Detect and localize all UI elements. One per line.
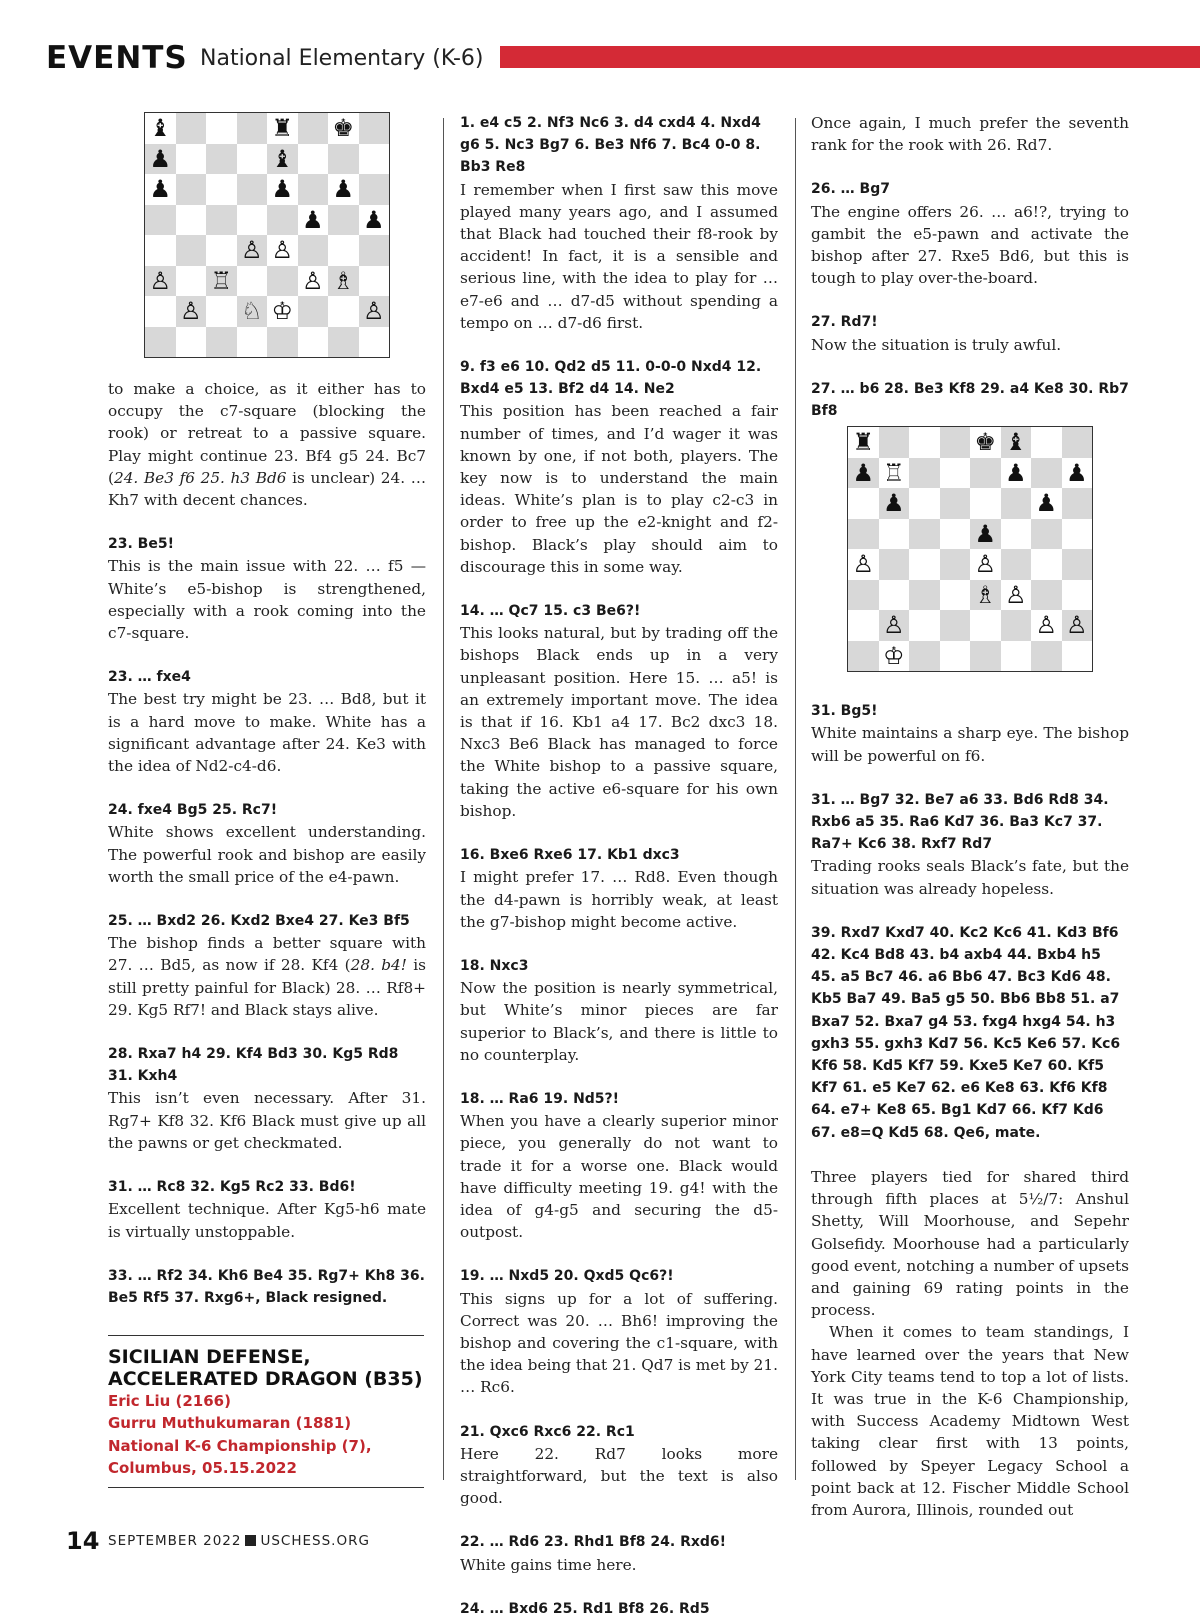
chess-piece-square: ♟ [145, 174, 176, 205]
chess-square [237, 174, 268, 205]
chess-piece-square: ♟ [267, 174, 298, 205]
chess-square [145, 296, 176, 327]
paragraph: I might prefer 17. … Rd8. Even though the d4-pawn is horribly weak, at least the g7-bishop might become active. [460, 868, 778, 931]
chess-piece-square: ♙ [237, 235, 268, 266]
chess-square [145, 205, 176, 236]
chess-square [267, 266, 298, 297]
column-3 [811, 112, 1129, 1521]
chess-piece-square: ♖ [879, 458, 910, 489]
paragraph: The best try might be 23. … Bd8, but it is a hard move to make. White has a significant advantage after 24. Ke3 with the idea of Nd2-c4-d6. [108, 690, 426, 776]
move-text: 18. … Ra6 19. Nd5?! [460, 1090, 620, 1107]
chess-piece-square: ♙ [1062, 610, 1093, 641]
chess-square [909, 610, 940, 641]
chess-square [298, 113, 329, 144]
move-text: 31. … Bg7 32. Be7 a6 33. Bd6 Rd8 34. Rxb6 a5 35. Ra6 Kd7 36. Ba3 Kc7 37. Ra7+ Kc6 38. Rxf7 Rd7 [811, 791, 1109, 853]
move-text: 25. … Bxd2 26. Kxd2 Bxe4 27. Ke3 Bf5 [108, 913, 410, 930]
chess-square [940, 427, 971, 458]
chess-square [1001, 549, 1032, 580]
move-text: 23. Be5! [108, 536, 174, 553]
game-title: SICILIAN DEFENSE, ACCELERATED DRAGON (B35) [108, 1346, 423, 1391]
chess-square [237, 113, 268, 144]
chess-square [1062, 549, 1093, 580]
chess-square [1031, 641, 1062, 672]
chess-piece-square: ♙ [879, 610, 910, 641]
chess-square [359, 266, 390, 297]
move-text: 19. … Nxd5 20. Qxd5 Qc6?! [460, 1268, 674, 1285]
chess-square [206, 205, 237, 236]
move-text: 22. … Rd6 23. Rhd1 Bf8 24. Rxd6! [460, 1534, 727, 1551]
paragraph: White gains time here. [460, 1555, 637, 1574]
move-text: 31. Bg5! [811, 703, 878, 720]
chess-square [940, 488, 971, 519]
game-header-box [108, 1335, 424, 1488]
paragraph: Here 22. Rd7 looks more straightforward, but the text is also good. [460, 1444, 778, 1508]
chess-piece-square: ♚ [970, 427, 1001, 458]
header-red-bar [500, 46, 1200, 68]
chess-square [206, 144, 237, 175]
chess-piece-square: ♟ [1001, 458, 1032, 489]
chess-square [176, 235, 207, 266]
paragraph: Three players tied for shared third through fifth places at 5½/7: Anshul Shetty, Will Moorhouse, and Sepehr Golsefidy. Moorhouse had a particularly good event, notching a number of upsets and gaining 69 rating points in the process. [811, 1167, 1129, 1320]
chess-piece-square: ♗ [328, 266, 359, 297]
chess-square [237, 266, 268, 297]
chess-square [328, 296, 359, 327]
paragraph: This is the main issue with 22. … f5 — White’s e5-bishop is strengthened, especially with a rook coming into the c7-square. [108, 557, 426, 643]
move-text: 24. … Bxd6 25. Rd1 Bf8 26. Rd5 [460, 1600, 710, 1617]
chess-diagram-2 [847, 426, 1093, 672]
chess-square [1062, 427, 1093, 458]
chess-piece-square: ♚ [328, 113, 359, 144]
move-text: 26. … Bg7 [811, 181, 890, 198]
chess-square [940, 549, 971, 580]
chess-square [970, 610, 1001, 641]
chess-square [940, 580, 971, 611]
chess-square [298, 327, 329, 358]
chess-square [176, 144, 207, 175]
chess-square [1031, 458, 1062, 489]
chess-square [909, 519, 940, 550]
chess-square [359, 113, 390, 144]
chess-square [1001, 519, 1032, 550]
chess-piece-square: ♟ [970, 519, 1001, 550]
chess-square [176, 174, 207, 205]
paragraph: This isn’t even necessary. After 31. Rg7+ Kf8 32. Kf6 Black must give up all the pawns or get checkmated. [108, 1089, 426, 1152]
chess-square [970, 488, 1001, 519]
chess-piece-square: ♟ [298, 205, 329, 236]
chess-piece-square: ♝ [267, 144, 298, 175]
chess-piece-square: ♔ [879, 641, 910, 672]
move-text: 16. Bxe6 Rxe6 17. Kb1 dxc3 [460, 847, 680, 864]
chess-square [176, 113, 207, 144]
paragraph: This position has been reached a fair number of times, and I’d wager it was known by one, if not both, players. The key now is to understand the main ideas. White’s plan is to play c2-c3 in order to free up the e2-knight and f2-bishop. Black’s play should aim to discourage this in some way. [460, 402, 778, 576]
chess-square [237, 144, 268, 175]
chess-square [940, 641, 971, 672]
square-bullet-icon [245, 1535, 256, 1546]
chess-piece-square: ♙ [1001, 580, 1032, 611]
white-player: Eric Liu (2166) [108, 1392, 231, 1411]
chess-piece-square: ♜ [267, 113, 298, 144]
event-place-date: Columbus, 05.15.2022 [108, 1458, 297, 1477]
chess-diagram-1 [144, 112, 390, 358]
chess-square [970, 458, 1001, 489]
chess-square [909, 458, 940, 489]
chess-square [848, 488, 879, 519]
chess-square [879, 580, 910, 611]
move-text: 23. … fxe4 [108, 669, 191, 686]
chess-piece-square: ♟ [359, 205, 390, 236]
chess-square [206, 327, 237, 358]
footer-text: SEPTEMBER 2022 USCHESS.ORG [108, 1533, 370, 1549]
chess-square [909, 641, 940, 672]
chess-square [970, 641, 1001, 672]
chess-square [1031, 427, 1062, 458]
chess-piece-square: ♟ [145, 144, 176, 175]
paragraph: When it comes to team standings, I have learned over the years that New York City teams tend to top a lot of lists. It was true in the K-6 Championship, with Success Academy Midtown West taking clear first with 13 points, followed by Speyer Legacy School a point back at 12. Fischer Middle School from Aurora, Illinois, rounded out [811, 1323, 1129, 1519]
chess-square [267, 205, 298, 236]
chess-piece-square: ♙ [970, 549, 1001, 580]
move-text: 27. … b6 28. Be3 Kf8 29. a4 Ke8 30. Rb7 Bf8 [811, 380, 1129, 420]
paragraph: Excellent technique. After Kg5-h6 mate is virtually unstoppable. [108, 1200, 426, 1241]
chess-square [1062, 488, 1093, 519]
chess-piece-square: ♙ [298, 266, 329, 297]
chess-square [328, 205, 359, 236]
chess-square [909, 549, 940, 580]
event-name: National K-6 Championship (7), [108, 1436, 372, 1455]
chess-square [359, 235, 390, 266]
move-text: 18. Nxc3 [460, 957, 529, 974]
chess-square [328, 235, 359, 266]
chess-square [176, 205, 207, 236]
column-2 [460, 112, 778, 1620]
chess-square [1062, 641, 1093, 672]
chess-square [1062, 580, 1093, 611]
chess-piece-square: ♙ [145, 266, 176, 297]
chess-piece-square: ♔ [267, 296, 298, 327]
chess-square [328, 144, 359, 175]
chess-square [879, 427, 910, 458]
chess-square [298, 174, 329, 205]
chess-square [298, 144, 329, 175]
chess-piece-square: ♗ [970, 580, 1001, 611]
column-divider [443, 118, 444, 1480]
black-player: Gurru Muthukumaran (1881) [108, 1414, 352, 1433]
paragraph: When you have a clearly superior minor piece, you generally do not want to trade it for a worse one. Black would have difficulty meeting 19. g4! with the idea of g4-g5 and securing the d5-outpost. [460, 1112, 778, 1242]
chess-piece-square: ♙ [359, 296, 390, 327]
chess-square [206, 296, 237, 327]
chess-square [940, 610, 971, 641]
paragraph: This signs up for a lot of suffering. Correct was 20. … Bh6! improving the bishop and covering the c1-square, with the idea being that 21. Qd7 is met by 21. … Rc6. [460, 1289, 778, 1397]
chess-square [359, 327, 390, 358]
chess-square [359, 174, 390, 205]
chess-square [298, 235, 329, 266]
chess-square [145, 327, 176, 358]
chess-square [848, 519, 879, 550]
chess-piece-square: ♟ [879, 488, 910, 519]
chess-square [145, 235, 176, 266]
chess-square [940, 519, 971, 550]
paragraph: This looks natural, but by trading off the bishops Black ends up in a very unpleasant position. Here 15. … a5! is an extremely important move. The idea is that if 16. Kb1 a4 17. Bc2 dxc3 18. Nxc3 Be6 Black has managed to force the White bishop to a passive square, taking the active e6-square for his own bishop. [460, 624, 778, 820]
move-text: 14. … Qc7 15. c3 Be6?! [460, 603, 641, 620]
chess-square [1031, 549, 1062, 580]
chess-square [206, 174, 237, 205]
column-1 [108, 112, 426, 1488]
chess-square [879, 519, 910, 550]
chess-square [879, 549, 910, 580]
paragraph: White maintains a sharp eye. The bishop will be powerful on f6. [811, 724, 1129, 765]
chess-piece-square: ♟ [1062, 458, 1093, 489]
paragraph: to make a choice, as it either has to occupy the c7-square (blocking the rook) or retreat to a passive square. Play might continue 23. Bf4 g5 24. Bc7 (24. Be3 f6 25. h3 Bd6 is unclear) 24. … Kh7 with decent chances. [108, 380, 426, 510]
chess-piece-square: ♝ [1001, 427, 1032, 458]
paragraph: The engine offers 26. … a6!?, trying to gambit the e5-pawn and activate the bishop after 27. Rxe5 Bd6, but this is tough to play over-the-board. [811, 202, 1129, 288]
paragraph: Trading rooks seals Black’s fate, but the situation was already hopeless. [811, 857, 1129, 898]
chess-square [359, 144, 390, 175]
paragraph: White shows excellent understanding. The powerful rook and bishop are easily worth the small price of the e4-pawn. [108, 823, 426, 886]
chess-square [328, 327, 359, 358]
chess-square [909, 488, 940, 519]
chess-piece-square: ♙ [267, 235, 298, 266]
chess-piece-square: ♘ [237, 296, 268, 327]
paragraph: The bishop finds a better square with 27. … Bd5, as now if 28. Kf4 (28. b4! is still pretty painful for Black) 28. … Rf8+ 29. Kg5 Rf7! and Black stays alive. [108, 934, 426, 1019]
chess-piece-square: ♝ [145, 113, 176, 144]
section-title: EVENTS [46, 40, 188, 76]
chess-square [1001, 610, 1032, 641]
paragraph: I remember when I first saw this move played many years ago, and I assumed that Black had touched their f8-rook by accident! In fact, it is a sensible and serious line, with the idea to play for … e7-e6 and … d7-d5 without spending a tempo on … d7-d6 first. [460, 180, 778, 332]
chess-piece-square: ♙ [176, 296, 207, 327]
chess-square [1062, 519, 1093, 550]
chess-square [176, 327, 207, 358]
chess-piece-square: ♙ [1031, 610, 1062, 641]
chess-square [206, 113, 237, 144]
move-text: 27. Rd7! [811, 314, 878, 331]
chess-square [206, 235, 237, 266]
paragraph: Now the situation is truly awful. [811, 335, 1062, 354]
chess-square [298, 296, 329, 327]
chess-piece-square: ♟ [1031, 488, 1062, 519]
page-header [46, 38, 1200, 78]
chess-piece-square: ♟ [328, 174, 359, 205]
chess-piece-square: ♙ [848, 549, 879, 580]
move-text: 21. Qxc6 Rxc6 22. Rc1 [460, 1423, 635, 1440]
chess-square [237, 327, 268, 358]
move-text: 31. … Rc8 32. Kg5 Rc2 33. Bd6! [108, 1179, 356, 1196]
chess-piece-square: ♜ [848, 427, 879, 458]
move-text: 9. f3 e6 10. Qd2 d5 11. 0-0-0 Nxd4 12. Bxd4 e5 13. Bf2 d4 14. Ne2 [460, 359, 762, 398]
chess-piece-square: ♟ [848, 458, 879, 489]
chess-square [1031, 519, 1062, 550]
chess-square [1001, 488, 1032, 519]
move-text: 1. e4 c5 2. Nf3 Nc6 3. d4 cxd4 4. Nxd4 g6 5. Nc3 Bg7 6. Be3 Nf6 7. Bc4 0-0 8. Bb3 Re8 [460, 115, 761, 176]
chess-square [1031, 580, 1062, 611]
chess-square [237, 205, 268, 236]
move-text: 33. … Rf2 34. Kh6 Be4 35. Rg7+ Kh8 36. Be5 Rf5 37. Rxg6+, Black resigned. [108, 1267, 425, 1306]
paragraph: Once again, I much prefer the seventh rank for the rook with 26. Rd7. [811, 114, 1129, 155]
chess-square [848, 641, 879, 672]
page-number: 14 [66, 1527, 100, 1555]
chess-square [848, 580, 879, 611]
chess-square [848, 610, 879, 641]
column-divider [795, 118, 796, 1480]
move-text: 28. Rxa7 h4 29. Kf4 Bd3 30. Kg5 Rd8 31. Kxh4 [108, 1046, 399, 1085]
chess-square [176, 266, 207, 297]
chess-square [267, 327, 298, 358]
chess-square [1001, 641, 1032, 672]
chess-square [909, 427, 940, 458]
chess-square [940, 458, 971, 489]
paragraph: Now the position is nearly symmetrical, but White’s minor pieces are far superior to Black’s, and there is little to no counterplay. [460, 979, 778, 1064]
move-text: 39. Rxd7 Kxd7 40. Kc2 Kc6 41. Kd3 Bf6 42. Kc4 Bd8 43. b4 axb4 44. Bxb4 h5 45. a5 Bc7 46. a6 Bb6 47. Bc3 Kd6 48. Kb5 Ba7 49. Ba5 g5 50. Bb6 Bb8 51. a7 Bxa7 52. Bxa7 g4 53. fxg4 hxg4 54. h3 gxh3 55. gxh3 Kd7 56. Kc5 Ke6 57. Kc6 Kf6 58. Kd5 Kf7 59. Kxe5 Ke7 60. Kf5 Kf7 61. e5 Ke7 62. e6 Ke8 63. Kf6 Kf8 64. e7+ Ke8 65. Bg1 Kd7 66. Kf7 Kd6 67. e8=Q Kd5 68. Qe6, mate. [811, 924, 1121, 1141]
section-subtitle: National Elementary (K-6) [200, 46, 484, 71]
chess-square [909, 580, 940, 611]
move-text: 24. fxe4 Bg5 25. Rc7! [108, 802, 278, 819]
chess-piece-square: ♖ [206, 266, 237, 297]
